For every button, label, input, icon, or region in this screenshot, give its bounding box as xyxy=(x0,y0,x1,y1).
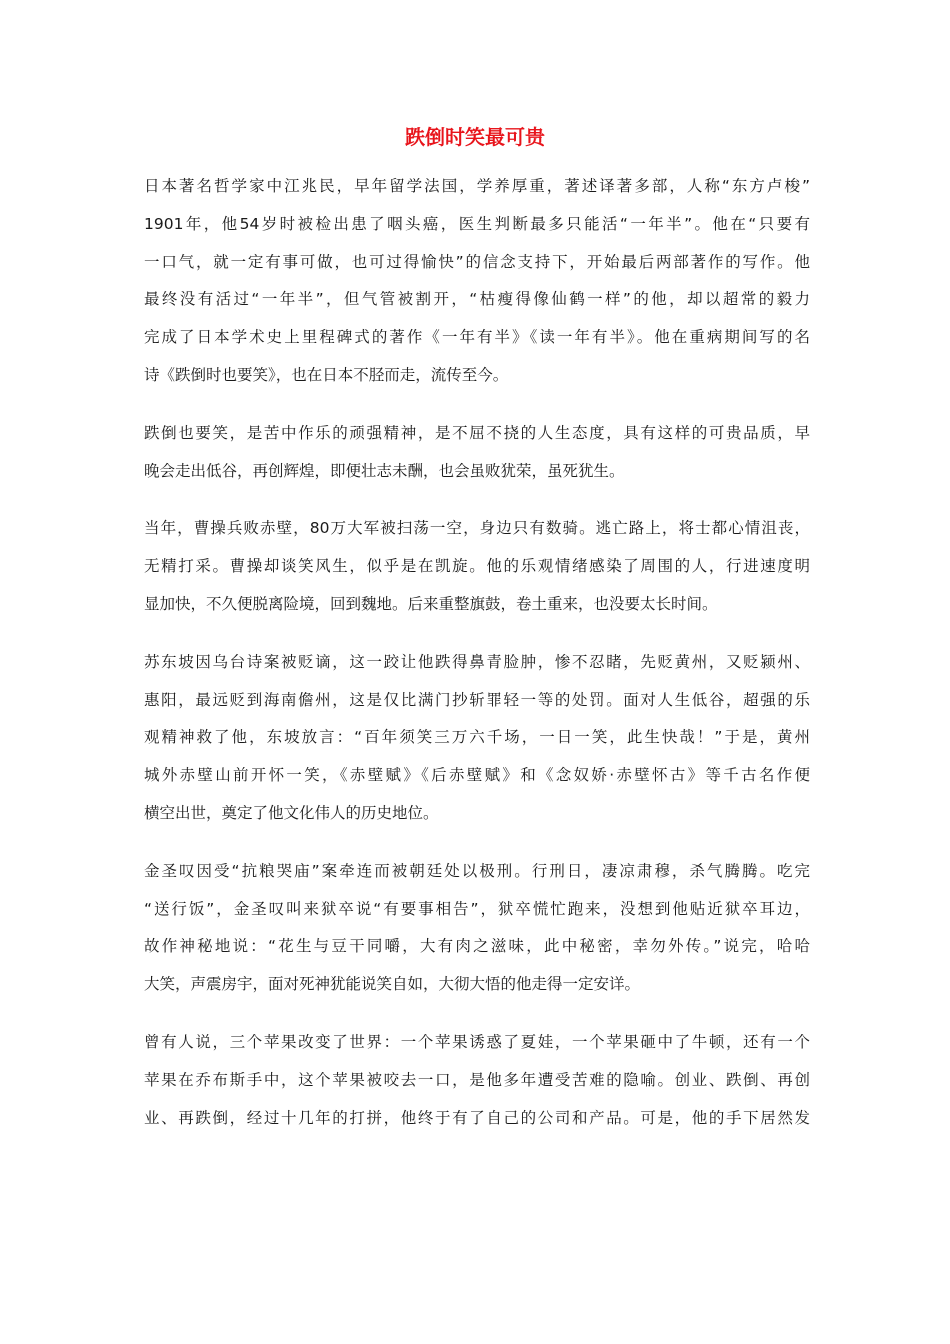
text-line: 城外赤壁山前开怀一笑，《赤壁赋》《后赤壁赋》和《念奴娇·赤壁怀古》等千古名作便 xyxy=(144,766,810,785)
paragraph-1 xyxy=(144,168,810,395)
text-line: 曾有人说，三个苹果改变了世界：一个苹果诱惑了夏娃，一个苹果砸中了牛顿，还有一个 xyxy=(144,1032,810,1051)
paragraph-3 xyxy=(144,510,810,623)
text-line: 1901年，他54岁时被检出患了咽头癌，医生判断最多只能活“一年半”。他在“只要有 xyxy=(144,214,810,233)
text-line: 诗《跌倒时也要笑》，也在日本不胫而走，流传至今。 xyxy=(144,365,509,384)
text-line: 一口气，就一定有事可做，也可过得愉快”的信念支持下，开始最后两部著作的写作。他 xyxy=(144,252,810,271)
text-line: 日本著名哲学家中江兆民，早年留学法国，学养厚重，著述译著多部，人称“东方卢梭” xyxy=(144,177,810,195)
text-line: 最终没有活过“一年半”，但气管被割开，“枯瘦得像仙鹤一样”的他，却以超常的毅力 xyxy=(144,290,810,309)
text-line: 业、再跌倒，经过十几年的打拼，他终于有了自己的公司和产品。可是，他的手下居然发 xyxy=(144,1108,810,1127)
text-line: 跌倒也要笑，是苦中作乐的顽强精神，是不屈不挠的人生态度，具有这样的可贵品质，早 xyxy=(144,423,810,442)
text-line: 完成了日本学术史上里程碑式的著作《一年有半》《读一年有半》。他在重病期间写的名 xyxy=(144,328,810,347)
document-title: 跌倒时笑最可贵 xyxy=(405,125,545,149)
text-line: 观精神救了他，东坡放言：“百年须笑三万六千场，一日一笑，此生快哉！”于是，黄州 xyxy=(144,728,810,747)
text-line: 故作神秘地说：“花生与豆干同嚼，大有肉之滋味，此中秘密，幸勿外传。”说完，哈哈 xyxy=(144,937,810,956)
text-line: 晚会走出低谷，再创辉煌，即便壮志未酬，也会虽败犹荣，虽死犹生。 xyxy=(144,461,625,480)
text-line: 无精打采。曹操却谈笑风生，似乎是在凯旋。他的乐观情绪感染了周围的人，行进速度明 xyxy=(144,557,810,576)
text-line: 当年，曹操兵败赤壁，80万大军被扫荡一空，身边只有数骑。逃亡路上，将士都心情沮丧， xyxy=(144,519,810,538)
text-line: 大笑，声震房宇，面对死神犹能说笑自如，大彻大悟的他走得一定安详。 xyxy=(144,975,641,994)
text-line: 惠阳，最远贬到海南儋州，这是仅比满门抄斩罪轻一等的处罚。面对人生低谷，超强的乐 xyxy=(144,690,810,709)
text-line: 金圣叹因受“抗粮哭庙”案牵连而被朝廷处以极刑。行刑日，凄凉肃穆，杀气腾腾。吃完 xyxy=(144,861,810,880)
text-line: 显加快，不久便脱离险境，回到魏地。后来重整旗鼓，卷土重来，也没要太长时间。 xyxy=(144,594,718,613)
text-line: “送行饭”，金圣叹叫来狱卒说“有要事相告”，狱卒慌忙跑来，没想到他贴近狱卒耳边， xyxy=(144,899,810,918)
text-line: 苏东坡因乌台诗案被贬谪，这一跤让他跌得鼻青脸肿，惨不忍睹，先贬黄州，又贬颍州、 xyxy=(144,652,810,671)
text-line: 横空出世，奠定了他文化伟人的历史地位。 xyxy=(144,803,439,822)
text-line: 苹果在乔布斯手中，这个苹果被咬去一口，是他多年遭受苦难的隐喻。创业、跌倒、再创 xyxy=(144,1070,810,1089)
paragraph-2 xyxy=(144,415,810,491)
paragraph-6 xyxy=(144,1024,810,1137)
article-body xyxy=(144,168,810,1157)
paragraph-5 xyxy=(144,853,810,1004)
paragraph-4 xyxy=(144,644,810,833)
